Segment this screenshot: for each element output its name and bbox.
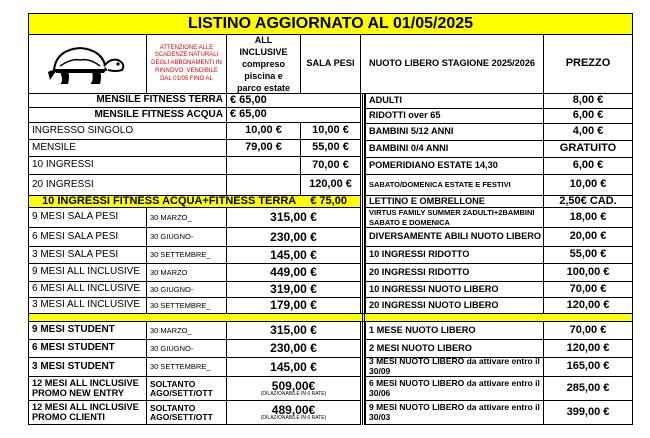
ingresso-singolo-pesi: 10,00 € bbox=[300, 122, 361, 140]
nuoto-row-label: SABATO/DOMENICA ESTATE E FESTIVI bbox=[365, 174, 544, 196]
promo-cond-line1: SOLTANTO bbox=[150, 402, 196, 413]
promo-label-line1: 12 MESI ALL INCLUSIVE bbox=[32, 401, 139, 412]
mensile-acqua-label: MENSILE FITNESS ACQUA bbox=[28, 107, 227, 123]
table-row-label: 9 MESI SALA PESI bbox=[28, 207, 147, 228]
venti-ingressi-all bbox=[226, 174, 301, 196]
column-separator bbox=[362, 93, 363, 425]
nuoto-row-label: BAMBINI 0/4 ANNI bbox=[365, 140, 544, 158]
table-row-date: 30 MARZO_ bbox=[146, 321, 227, 340]
nuoto-row-price: 100,00 € bbox=[543, 263, 633, 282]
promo-label-line2: PROMO NEW ENTRY bbox=[32, 387, 125, 398]
dieci-ingressi-all bbox=[226, 156, 301, 175]
nuoto-row-label: 10 INGRESSI RIDOTTO bbox=[365, 246, 544, 264]
promo-price: 489,00€ bbox=[271, 402, 316, 417]
column-separator bbox=[364, 93, 365, 425]
table-row-label: 3 MESI SALA PESI bbox=[28, 246, 147, 264]
nuoto-row-price: 2,50€ CAD. bbox=[543, 195, 633, 208]
venti-ingressi-pesi: 120,00 € bbox=[300, 174, 361, 196]
table-row-price: 315,00 € bbox=[226, 321, 361, 340]
promo-cond-line2: AGO/SETT/OTT bbox=[150, 387, 213, 398]
nuoto-row-label: DIVERSAMENTE ABILI NUOTO LIBERO bbox=[365, 227, 544, 247]
nuoto-row-price: 20,00 € bbox=[543, 227, 633, 247]
table-row-date: 30 GIUGNO- bbox=[146, 227, 227, 247]
table-row-price: 179,00 € bbox=[226, 297, 361, 314]
banner-text: 10 INGRESSI FITNESS ACQUA+FITNESS TERRA bbox=[42, 195, 297, 207]
promo-price: 509,00€ bbox=[271, 378, 316, 393]
mensile-label: MENSILE bbox=[28, 139, 227, 157]
table-row-price: 145,00 € bbox=[226, 357, 361, 377]
nuoto-row-price: 18,00 € bbox=[543, 207, 633, 228]
nuoto-row-label: 3 MESI NUOTO LIBERO da attivare entro il 30/09 bbox=[365, 357, 544, 377]
page-title: LISTINO AGGIORNATO AL 01/05/2025 bbox=[28, 13, 633, 35]
nuoto-row-price: 6,00 € bbox=[543, 108, 633, 124]
nuoto-row-label: ADULTI bbox=[365, 93, 544, 109]
promo-new-entry-price bbox=[226, 376, 361, 401]
nuoto-row-price: 120,00 € bbox=[543, 297, 633, 314]
table-row-price: 230,00 € bbox=[226, 227, 361, 247]
table-row-price: 315,00 € bbox=[226, 207, 361, 228]
table-row-date: 30 SETTEMBRE_ bbox=[146, 357, 227, 377]
table-row-price: 230,00 € bbox=[226, 339, 361, 358]
table-row-price: 449,00 € bbox=[226, 263, 361, 282]
table-row-date: 30 SETTEMBRE_ bbox=[146, 246, 227, 264]
nuoto-row-price: 70,00 € bbox=[543, 321, 633, 340]
promo-new-entry-label bbox=[28, 376, 147, 401]
promo-cond-line2: AGO/SETT/OTT bbox=[150, 411, 213, 422]
table-row-date: 30 MARZO_ bbox=[146, 207, 227, 228]
nuoto-row-price: 4,00 € bbox=[543, 123, 633, 141]
nuoto-row-price: 8,00 € bbox=[543, 93, 633, 109]
table-row-price: 145,00 € bbox=[226, 246, 361, 264]
ingresso-singolo-label: INGRESSO SINGOLO bbox=[28, 122, 227, 140]
nuoto-row-label: 9 MESI NUOTO LIBERO da attivare entro il 30/03 bbox=[365, 400, 544, 425]
table-row-label: 9 MESI ALL INCLUSIVE bbox=[28, 263, 147, 282]
mensile-all: 79,00 € bbox=[226, 139, 301, 157]
table-row-date: 30 MARZO bbox=[146, 263, 227, 282]
table-row-price: 319,00 € bbox=[226, 281, 361, 298]
nuoto-row-price: 6,00 € bbox=[543, 157, 633, 175]
table-row-date: 30 GIUGNO- bbox=[146, 339, 227, 358]
table-row-label: 3 MESI ALL INCLUSIVE bbox=[28, 297, 147, 314]
promo-clienti-label bbox=[28, 400, 147, 425]
nuoto-row-label: 2 MESI NUOTO LIBERO bbox=[365, 339, 544, 358]
table-row-label: 6 MESI STUDENT bbox=[28, 339, 147, 358]
prezzo-header: PREZZO bbox=[543, 34, 633, 94]
nuoto-row-price: 165,00 € bbox=[543, 357, 633, 377]
table-row-date: 30 SETTEMBRE_ bbox=[146, 297, 227, 314]
mensile-terra-label: MENSILE FITNESS TERRA bbox=[28, 93, 227, 108]
nuoto-row-price: GRATUITO bbox=[543, 140, 633, 158]
table-row-label: 9 MESI STUDENT bbox=[28, 321, 147, 340]
dieci-ingressi-pesi: 70,00 € bbox=[300, 156, 361, 175]
promo-note: (DILAZIONABILE IN 6 RATE) bbox=[260, 415, 327, 422]
turtle-icon bbox=[46, 42, 130, 86]
nuoto-row-label: VIRTUS FAMILY SUMMER 2ADULTI+2BAMBINI SABATO E DOMENICA bbox=[365, 207, 544, 228]
nuoto-row-label: LETTINO E OMBRELLONE bbox=[365, 195, 544, 208]
ingresso-singolo-all: 10,00 € bbox=[226, 122, 301, 140]
all-inclusive-header: ALL INCLUSIVE compreso piscina e parco estate bbox=[226, 34, 301, 94]
nuoto-row-label: 6 MESI NUOTO LIBERO da attivare entro il 30/06 bbox=[365, 376, 544, 401]
sala-pesi-header: SALA PESI bbox=[300, 34, 361, 94]
nuoto-row-price: 70,00 € bbox=[543, 281, 633, 298]
nuoto-row-label: 10 INGRESSI NUOTO LIBERO bbox=[365, 281, 544, 298]
mensile-acqua-price: € 65,00 bbox=[226, 107, 361, 123]
promo-new-entry-condition bbox=[146, 376, 227, 401]
nuoto-libero-header: NUOTO LIBERO STAGIONE 2025/2026 bbox=[360, 34, 544, 94]
nuoto-row-label: POMERIDIANO ESTATE 14,30 bbox=[365, 157, 544, 175]
nuoto-row-price: 10,00 € bbox=[543, 174, 633, 196]
turtle-logo bbox=[28, 34, 147, 94]
promo-cond-line1: SOLTANTO bbox=[150, 378, 196, 389]
table-row-label: 6 MESI SALA PESI bbox=[28, 227, 147, 247]
promo-note: (DILAZIONABILE IN 6 RATE) bbox=[260, 391, 327, 398]
nuoto-row-label: 20 INGRESSI RIDOTTO bbox=[365, 263, 544, 282]
nuoto-row-label: BAMBINI 5/12 ANNI bbox=[365, 123, 544, 141]
nuoto-row-price: 55,00 € bbox=[543, 246, 633, 264]
nuoto-row-price: 285,00 € bbox=[543, 376, 633, 401]
promo-label-line2: PROMO CLIENTI bbox=[32, 411, 105, 422]
nuoto-row-label: 20 INGRESSI NUOTO LIBERO bbox=[365, 297, 544, 314]
dieci-ingressi-label: 10 INGRESSI bbox=[28, 156, 227, 175]
expiry-notice: ATTENZIONE ALLE SCADENZE NATURALI DEGLI ABBONAMENTI IN RINNOVO: VENDIBILE DAL 01/05 FINO AL bbox=[146, 34, 227, 94]
nuoto-row-price: 399,00 € bbox=[543, 400, 633, 425]
nuoto-row-label: RIDOTTI over 65 bbox=[365, 108, 544, 124]
table-row-label: 6 MESI ALL INCLUSIVE bbox=[28, 281, 147, 298]
mensile-pesi: 55,00 € bbox=[300, 139, 361, 157]
nuoto-row-label: 1 MESE NUOTO LIBERO bbox=[365, 321, 544, 340]
promo-label-line1: 12 MESI ALL INCLUSIVE bbox=[32, 377, 139, 388]
banner-price: € 75,00 bbox=[310, 195, 347, 207]
venti-ingressi-label: 20 INGRESSI bbox=[28, 174, 227, 196]
table-row-date: 30 GIUGNO- bbox=[146, 281, 227, 298]
promo-clienti-condition bbox=[146, 400, 227, 425]
promo-clienti-price bbox=[226, 400, 361, 425]
table-row-label: 3 MESI STUDENT bbox=[28, 357, 147, 377]
mensile-terra-price: € 65,00 bbox=[226, 93, 361, 108]
nuoto-row-price: 120,00 € bbox=[543, 339, 633, 358]
